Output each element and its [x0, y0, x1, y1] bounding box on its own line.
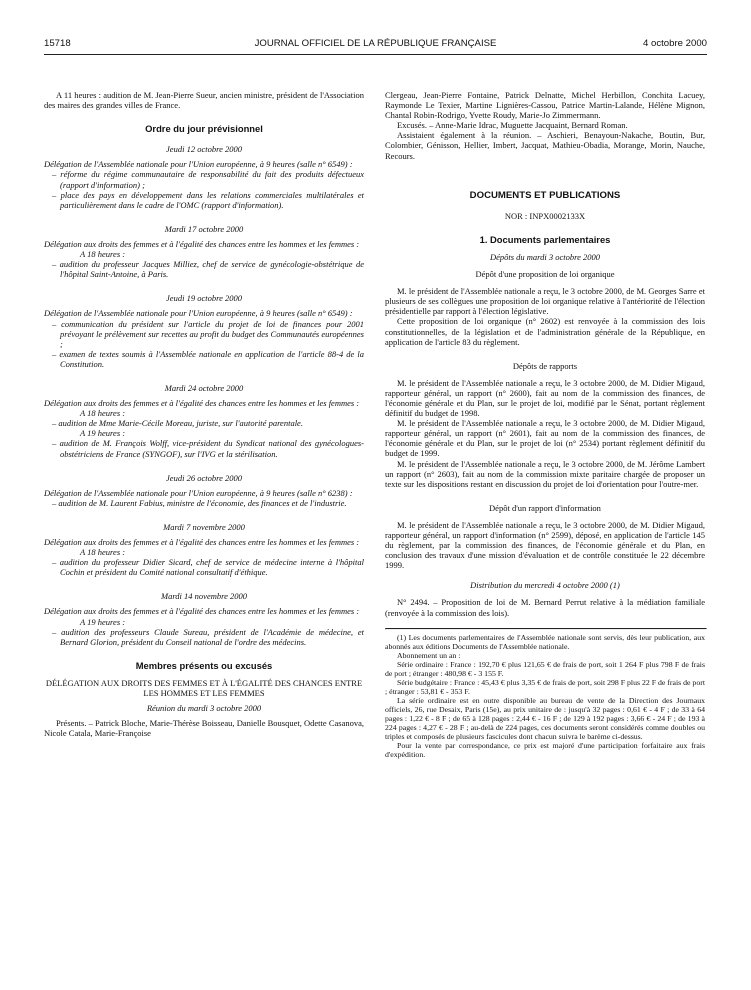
- distribution-date: Distribution du mercredi 4 octobre 2000 (1): [470, 580, 620, 591]
- right-column: [385, 90, 705, 759]
- nor-reference: NOR : INPX0002133X: [504, 210, 586, 221]
- rapport-paragraph: M. le président de l'Assemblée nationale a reçu, le 3 octobre 2000, de M. Didier Migaud, rapporteur général, un rapport (n° 2601), fait au nom de la commission des finances, de l'économie générale et du Plan, sur le projet de loi (n° 2534) portant règlement définitif du budget de 1999.: [385, 418, 705, 459]
- agenda-time: A 18 heures :: [80, 408, 126, 419]
- footnote: (1) Les documents parlementaires de l'Assemblée nationale sont servis, dès leur publication, aux abonnés aux éditions Documents de l'Assemblée nationale.: [385, 632, 705, 651]
- agenda-delegation: Délégation aux droits des femmes et à l'égalité des chances entre les hommes et les femmes :: [44, 537, 360, 547]
- documents-parlementaires-title: 1. Documents parlementaires: [479, 233, 611, 245]
- distribution-item: N° 2494. – Proposition de loi de M. Bernard Perrut relative à la médiation familiale (renvoyée à la commission des lois).: [385, 597, 705, 618]
- agenda-time: A 18 heures :: [80, 547, 126, 558]
- information-paragraph: M. le président de l'Assemblée nationale a reçu, le 3 octobre 2000, de M. Didier Migaud, rapporteur général, un rapport d'information (n° 2599), déposé, en application de l'article 145 du règlement, par la commission des finances, de l'économie générale et du Plan, en conclusion des travaux d'une mission d'évaluation et de contrôle constituée le 22 décembre 1999.: [385, 519, 705, 571]
- agenda-time: A 19 heures :: [80, 428, 126, 439]
- agenda-time: A 18 heures :: [80, 249, 126, 260]
- footnote: La série ordinaire est en outre disponible au bureau de vente de la Direction des Journaux officiels, 26, rue Desaix, Paris (15e), au prix unitaire de : jusqu'à 32 pages : 0,61 € - 4 F ; de 33 à 64 pages : 1,22 € - 8 F ; de 65 à 128 pages : 2,44 € - 16 F ; de 129 à 192 pages : 3,66 € - 24 F ; de 193 à 224 pages : 4,27 € - 28 F ; au-delà de 224 pages, ces documents seront considérés comme doubles ou triples et composés de plusieurs fascicules dont chacun suivra le barème ci-dessus.: [385, 695, 705, 741]
- agenda-date: Mardi 7 novembre 2000: [163, 521, 245, 532]
- rapport-paragraph: M. le président de l'Assemblée nationale a reçu, le 3 octobre 2000, de M. Jérôme Lambert un rapport (n° 2603), fait au nom de la commission mixte paritaire chargée de proposer un texte sur les dispositions restant en discussion du projet de loi d'orientation pour l'outre-mer.: [385, 458, 705, 489]
- delegation-heading: DÉLÉGATION AUX DROITS DES FEMMES ET À L'ÉGALITÉ DES CHANCES ENTRE LES HOMMES ET LES FEMMES: [45, 677, 363, 699]
- depots-date: Dépôts du mardi 3 octobre 2000: [489, 251, 601, 262]
- agenda-item: – réforme du régime communautaire de responsabilité du fait des produits défectueux (rapport d'information) ;: [52, 169, 364, 190]
- footnote: Abonnement un an :: [397, 650, 461, 660]
- page-number: 15718: [44, 38, 71, 49]
- ordre-du-jour-title: Ordre du jour prévisionnel: [145, 123, 263, 135]
- issue-date: 4 octobre 2000: [642, 38, 707, 49]
- excuses-list: Excusés. – Anne-Marie Idrac, Muguette Jacquaint, Bernard Roman.: [397, 120, 628, 131]
- agenda-item: – audition de M. Laurent Fabius, ministre de l'économie, des finances et de l'industrie.: [52, 497, 347, 508]
- agenda-date: Mardi 17 octobre 2000: [164, 223, 244, 234]
- intro-paragraph: A 11 heures : audition de M. Jean-Pierre Sueur, ancien ministre, président de l'Association des maires des grandes villes de France.: [44, 90, 364, 111]
- documents-title: DOCUMENTS ET PUBLICATIONS: [469, 189, 621, 201]
- agenda-delegation: Délégation de l'Assemblée nationale pour l'Union européenne, à 9 heures (salle n° 6238) :: [44, 487, 353, 498]
- agenda-delegation: Délégation aux droits des femmes et à l'égalité des chances entre les hommes et les femmes :: [44, 238, 360, 249]
- agenda-delegation: Délégation aux droits des femmes et à l'égalité des chances entre les hommes et les femmes :: [44, 398, 360, 409]
- agenda-date: Jeudi 12 octobre 2000: [166, 144, 242, 155]
- membres-title: Membres présents ou excusés: [135, 659, 273, 671]
- left-column: [44, 90, 364, 738]
- agenda-item: – audition des professeurs Claude Sureau, président de l'Académie de médecine, et Bernard Glorion, président du Conseil national de l'ordre des médecins.: [52, 626, 364, 647]
- header-rule: [44, 54, 707, 55]
- reunion-date: Réunion du mardi 3 octobre 2000: [146, 703, 262, 714]
- agenda-delegation: Délégation de l'Assemblée nationale pour l'Union européenne, à 9 heures (salle n° 6549) :: [44, 308, 353, 319]
- proposition-paragraph: M. le président de l'Assemblée nationale a reçu, le 3 octobre 2000, de M. Georges Sarre et plusieurs de ses collègues une proposition de loi organique relative à l'antériorité de l'élection présidentielle par rapport à l'élection législative.: [385, 286, 705, 317]
- footnote: Pour la vente par correspondance, ce prix est majoré d'une participation forfaitaire aux frais d'expédition.: [385, 740, 705, 759]
- depots-rapports-heading: Dépôts de rapports: [512, 360, 578, 371]
- page-header: [44, 38, 707, 54]
- agenda-date: Jeudi 19 octobre 2000: [166, 293, 242, 304]
- agenda-item: – audition de M. François Wolff, vice-président du Syndicat national des gynécologues-obstétriciens de France (SYNGOF), sur l'IVG et la stérilisation.: [52, 438, 364, 459]
- rapport-paragraph: M. le président de l'Assemblée nationale a reçu, le 3 octobre 2000, de M. Didier Migaud, rapporteur général, un rapport (n° 2600), fait au nom de la commission des finances, de l'économie générale et du Plan, sur le projet de loi, modifié par le Sénat, portant règlement définitif du budget de 1998.: [385, 377, 705, 419]
- agenda-date: Mardi 14 novembre 2000: [160, 591, 247, 602]
- agenda-item: – audition de Mme Marie-Cécile Moreau, juriste, sur l'autorité parentale.: [52, 418, 303, 429]
- agenda-item: – audition du professeur Jacques Milliez, chef de service de gynécologie-obstétrique de l'hôpital Saint-Antoine, à Paris.: [52, 259, 364, 280]
- agenda-date: Jeudi 26 octobre 2000: [166, 472, 242, 483]
- agenda-item: – communication du président sur l'article du projet de loi de finances pour 2001 prévoyant le prélèvement sur recettes au profit du budget des Communautés européennes ;: [52, 318, 364, 349]
- agenda-time: A 19 heures :: [80, 616, 126, 627]
- assistaient-list: Assistaient également à la réunion. – Aschieri, Benayoun-Nakache, Boutin, Bur, Colombier, Génisson, Hellier, Imbert, Jacquat, Mathieu-Obadia, Morange, Morin, Nauche, Recours.: [385, 130, 705, 161]
- depot-proposition-heading: Dépôt d'une proposition de loi organique: [475, 269, 615, 280]
- footnote: Série ordinaire : France : 192,70 € plus 121,65 € de frais de port, soit 1 264 F plus 798 F de frais de port ; étranger : 480,98 € - 3 155 F.: [385, 659, 705, 678]
- footnote: Série budgétaire : France : 45,43 € plus 3,35 € de frais de port, soit 298 F plus 22 F de frais de port ; étranger : 53,81 € - 353 F.: [385, 677, 705, 696]
- journal-title: JOURNAL OFFICIEL DE LA RÉPUBLIQUE FRANÇAISE: [254, 38, 497, 49]
- agenda-item: – audition du professeur Didier Sicard, chef de service de médecine interne à l'hôpital Cochin et président du Comité national consultatif d'éthique.: [52, 557, 364, 578]
- agenda-item: – examen de textes soumis à l'Assemblée nationale en application de l'article 88-4 de la Constitution.: [52, 348, 364, 369]
- agenda-delegation: Délégation de l'Assemblée nationale pour l'Union européenne, à 9 heures (salle n° 6549) :: [44, 159, 353, 170]
- agenda-delegation: Délégation aux droits des femmes et à l'égalité des chances entre les hommes et les femmes :: [44, 606, 360, 617]
- proposition-paragraph: Cette proposition de loi organique (n° 2602) est renvoyée à la commission des lois constitutionnelles, de la législation et de l'administration générale de la République, en application de l'article 83 du règlement.: [385, 316, 705, 347]
- agenda-item: – place des pays en développement dans les relations commerciales multilatérales et particulièrement dans le cadre de l'OMC (rapport d'information).: [52, 189, 364, 210]
- presents-list-continued: Clergeau, Jean-Pierre Fontaine, Patrick Delnatte, Michel Herbillon, Conchita Lacuey, Raymonde Le Texier, Martine Lignières-Cassou, Patrice Martin-Lalande, Hélène Mignon, Chantal Robin-Rodrigo, Yvette Roudy, Marie-Jo Zimmermann.: [385, 90, 705, 121]
- depot-information-heading: Dépôt d'un rapport d'information: [489, 502, 601, 513]
- agenda-date: Mardi 24 octobre 2000: [164, 382, 244, 393]
- presents-list: Présents. – Patrick Bloche, Marie-Thérèse Boisseau, Danielle Bousquet, Odette Casanova, Nicole Catala, Marie-Françoise: [44, 718, 364, 739]
